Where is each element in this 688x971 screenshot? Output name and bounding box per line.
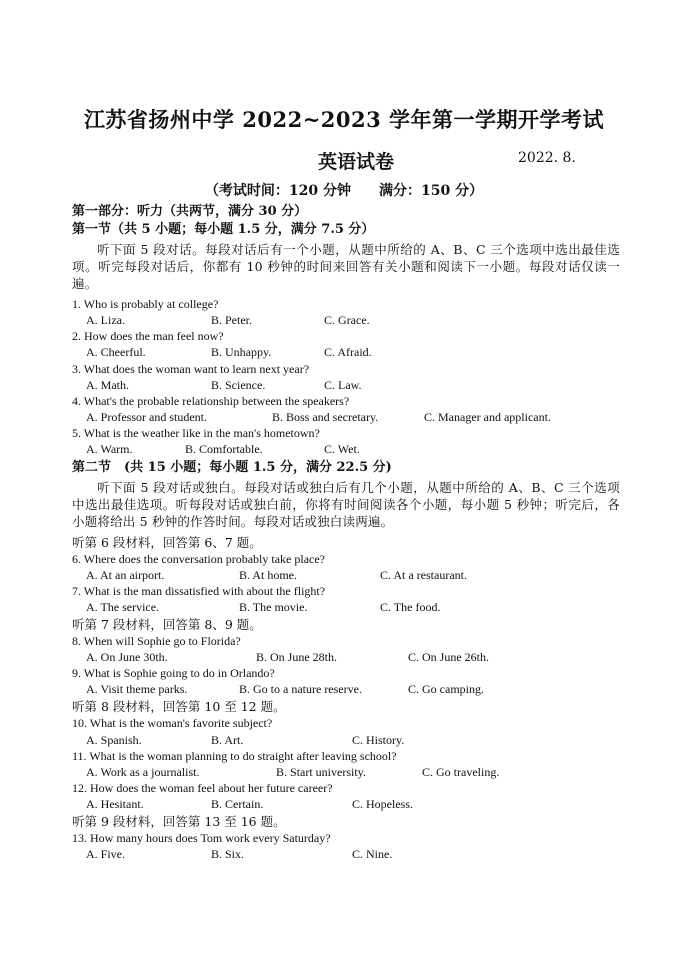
option-a: A. Visit theme parks. (86, 682, 188, 696)
option-b: B. At home. (239, 568, 298, 582)
option-b: B. Go to a nature reserve. (239, 682, 362, 696)
material-7-note: 听第 7 段材料，回答第 8、9 题。 (72, 617, 262, 632)
question-9-options (86, 682, 646, 697)
section2-instructions: 听下面 5 段对话或独白。每段对话或独白后有几个小题，从题中所给的 A、B、C 三个选项中选出最佳选项。听每段对话或独白前，你将有时间阅读各个小题，每小题 5 秒钟；听完后，各小题将给出 5 秒钟的作答时间。每段对话或独白读两遍。 (72, 480, 620, 529)
question-12: 12. How does the woman feel about her future career? (72, 781, 333, 795)
question-2: 2. How does the man feel now? (72, 329, 224, 343)
question-13-options (86, 847, 646, 862)
question-1: 1. Who is probably at college? (72, 297, 219, 311)
option-a: A. Spanish. (86, 733, 142, 747)
option-c: C. The food. (380, 600, 441, 614)
material-9-note: 听第 9 段材料，回答第 13 至 16 题。 (72, 814, 286, 829)
question-11: 11. What is the woman planning to do straight after leaving school? (72, 749, 397, 763)
option-a: A. The service. (86, 600, 160, 614)
option-a: A. Cheerful. (86, 345, 146, 359)
option-a: A. At an airport. (86, 568, 165, 582)
option-c: C. Nine. (352, 847, 393, 861)
question-6-options (86, 568, 646, 583)
option-c: C. Afraid. (324, 345, 372, 359)
option-c: C. At a restaurant. (380, 568, 467, 582)
question-3: 3. What does the woman want to learn next year? (72, 362, 310, 376)
option-b: B. Boss and secretary. (272, 410, 379, 424)
option-a: A. Professor and student. (86, 410, 207, 424)
exam-title: 江苏省扬州中学 2022~2023 学年第一学期开学考试 (83, 107, 605, 132)
option-c: C. Manager and applicant. (424, 410, 551, 424)
subject-row (0, 147, 688, 173)
part1-heading: 第一部分：听力（共两节，满分 30 分） (72, 204, 308, 219)
option-a: A. Warm. (86, 442, 133, 456)
exam-time: （考试时间：120 分钟 (204, 183, 351, 199)
option-b: B. Start university. (276, 765, 366, 779)
option-a: A. Five. (86, 847, 125, 861)
question-8: 8. When will Sophie go to Florida? (72, 634, 241, 648)
question-11-options (86, 765, 646, 780)
option-a: A. Math. (86, 378, 129, 392)
option-a: A. Liza. (86, 313, 125, 327)
option-b: B. Comfortable. (185, 442, 263, 456)
subject-label: 英语试卷 (318, 151, 395, 173)
question-3-options (86, 378, 646, 393)
question-10: 10. What is the woman's favorite subject? (72, 716, 273, 730)
section2-heading: 第二节 (共 15 小题；每小题 1.5 分，满分 22.5 分) (72, 460, 392, 475)
question-2-options (86, 345, 646, 360)
question-13: 13. How many hours does Tom work every Saturday? (72, 831, 331, 845)
question-6: 6. Where does the conversation probably take place? (72, 552, 326, 566)
question-5-options (86, 442, 646, 457)
option-c: C. History. (352, 733, 405, 747)
option-c: C. Go traveling. (422, 765, 500, 779)
option-c: C. Law. (324, 378, 362, 392)
option-b: B. Art. (211, 733, 244, 747)
question-5: 5. What is the weather like in the man's hometown? (72, 426, 320, 440)
section1-heading: 第一节（共 5 小题；每小题 1.5 分，满分 7.5 分） (72, 222, 375, 237)
option-b: B. Peter. (211, 313, 252, 327)
exam-meta (0, 180, 688, 200)
question-12-options (86, 797, 646, 812)
material-8-note: 听第 8 段材料，回答第 10 至 12 题。 (72, 699, 286, 714)
section1-instructions: 听下面 5 段对话。每段对话后有一个小题，从题中所给的 A、B、C 三个选项中选出最佳选项。听完每段对话后，你都有 10 秒钟的时间来回答有关小题和阅读下一小题。每段对话仅读一遍。 (72, 242, 620, 291)
question-9: 9. What is Sophie going to do in Orlando? (72, 666, 275, 680)
exam-date: 2022. 8. (518, 150, 576, 166)
option-c: C. Go camping. (408, 682, 484, 696)
exam-score: 满分：150 分） (379, 183, 484, 199)
question-4: 4. What's the probable relationship between the speakers? (72, 394, 350, 408)
option-b: B. Science. (211, 378, 266, 392)
option-c: C. On June 26th. (408, 650, 489, 664)
question-10-options (86, 733, 646, 748)
question-7-options (86, 600, 646, 615)
option-c: C. Hopeless. (352, 797, 413, 811)
question-1-options (86, 313, 646, 328)
option-b: B. Six. (211, 847, 245, 861)
option-b: B. Certain. (211, 797, 264, 811)
question-4-options (86, 410, 646, 425)
question-8-options (86, 650, 646, 665)
option-a: A. On June 30th. (86, 650, 168, 664)
option-c: C. Wet. (324, 442, 360, 456)
option-a: A. Hesitant. (86, 797, 144, 811)
option-b: B. The movie. (239, 600, 308, 614)
question-7: 7. What is the man dissatisfied with about the flight? (72, 584, 326, 598)
option-a: A. Work as a journalist. (86, 765, 200, 779)
material-6-note: 听第 6 段材料，回答第 6、7 题。 (72, 535, 262, 550)
option-b: B. On June 28th. (256, 650, 337, 664)
option-b: B. Unhappy. (211, 345, 272, 359)
option-c: C. Grace. (324, 313, 370, 327)
